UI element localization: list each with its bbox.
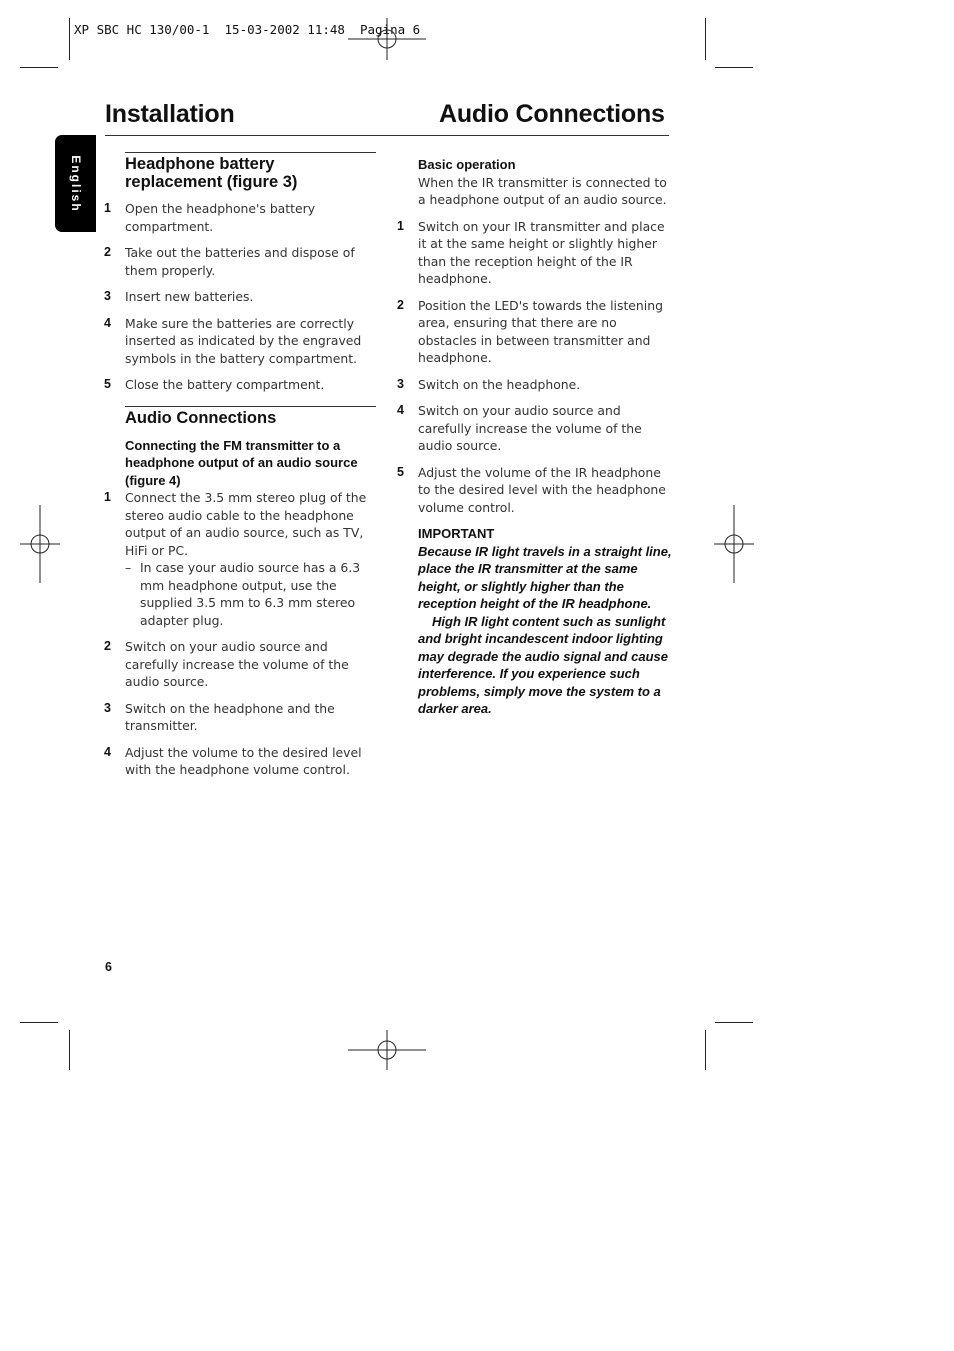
registration-mark-icon (348, 18, 426, 60)
step-number: 1 (104, 490, 111, 504)
step-number: 4 (397, 403, 404, 417)
list-item (104, 489, 376, 629)
list-item (104, 244, 376, 279)
step-number: 2 (397, 297, 404, 312)
step-number: 5 (104, 377, 111, 391)
basic-operation-title: Basic operation (418, 157, 516, 172)
sub-note-text: In case your audio source has a 6.3 mm headphone output, use the supplied 3.5 mm to 6.3 mm stereo adapter plug. (140, 560, 361, 628)
step-body (125, 489, 376, 629)
crop-mark (705, 1030, 706, 1070)
list-item (104, 376, 376, 394)
list-item (104, 315, 376, 368)
step-number: 3 (104, 289, 111, 303)
right-column (397, 156, 672, 718)
registration-mark-icon (20, 505, 60, 583)
sub-note (104, 559, 376, 629)
left-column (104, 152, 376, 788)
registration-mark-icon (714, 505, 754, 583)
step-number: 1 (397, 218, 404, 233)
section-header-title: Audio Connections (439, 100, 665, 128)
crop-mark (69, 1030, 70, 1070)
registration-mark-icon (348, 1030, 426, 1070)
step-number: 2 (104, 245, 111, 259)
audio-section-title: Audio Connections (125, 408, 277, 427)
fm-subsection-title: Connecting the FM transmitter to a headphone output of an audio source (figure 4) (125, 437, 358, 488)
language-tab (55, 135, 96, 232)
step-text: Take out the batteries and dispose of them properly. (125, 245, 355, 278)
list-item (397, 402, 672, 455)
list-item (397, 376, 672, 394)
list-item (104, 744, 376, 779)
header-rule (105, 135, 669, 136)
step-text: Open the headphone's battery compartment. (125, 201, 316, 234)
list-item (104, 288, 376, 306)
list-item (397, 464, 672, 517)
crop-mark (20, 67, 58, 68)
print-slug: XP SBC HC 130/00-1 15-03-2002 11:48 Pagina 6 (74, 22, 421, 37)
section-rule (125, 406, 376, 407)
important-text: Because IR light travels in a straight line, place the IR transmitter at the same height, or slightly higher than the reception height of the IR headphone. (418, 543, 672, 611)
crop-mark (705, 18, 706, 60)
step-number: 3 (104, 700, 111, 715)
step-number: 2 (104, 639, 111, 653)
step-text: Switch on your audio source and carefully increase the volume of the audio source. (125, 639, 349, 689)
list-item (104, 700, 376, 735)
step-number: 4 (104, 744, 111, 759)
crop-mark (715, 1022, 753, 1023)
list-item (397, 218, 672, 288)
page-number: 6 (105, 960, 112, 974)
list-item (397, 297, 672, 367)
crop-mark (20, 1022, 58, 1023)
step-number: 1 (104, 201, 111, 215)
crop-mark (69, 18, 70, 60)
step-text: Switch on your IR transmitter and place it at the same height or slightly higher than the reception height of the IR headphone. (418, 218, 665, 286)
chapter-title: Installation (105, 100, 235, 128)
step-number: 4 (104, 315, 111, 330)
step-text: Connect the 3.5 mm stereo plug of the stereo audio cable to the headphone output of an audio source, such as TV, HiFi or PC. (125, 490, 367, 558)
step-text: Insert new batteries. (125, 289, 254, 304)
step-text: Adjust the volume to the desired level with the headphone volume control. (125, 744, 362, 777)
section-rule (125, 152, 376, 153)
step-text: Position the LED's towards the listening area, ensuring that there are no obstacles in between transmitter and headphone. (418, 297, 663, 365)
step-text: Switch on the headphone. (418, 376, 581, 392)
important-notice (418, 543, 672, 718)
step-text: Close the battery compartment. (125, 377, 325, 392)
battery-section-title: Headphone battery replacement (figure 3) (125, 155, 298, 191)
crop-mark (715, 67, 753, 68)
step-text: Switch on your audio source and carefully increase the volume of the audio source. (418, 403, 642, 453)
dash-symbol: – (125, 560, 132, 575)
step-text: Adjust the volume of the IR headphone to the desired level with the headphone volume control. (418, 464, 666, 515)
intro-text: When the IR transmitter is connected to a headphone output of an audio source. (418, 174, 667, 207)
list-item (104, 638, 376, 691)
important-text: High IR light content such as sunlight and bright incandescent indoor lighting may degrade the audio signal and cause interference. If you experience such problems, simply move the system to a darker area. (418, 613, 668, 716)
list-item (104, 200, 376, 235)
language-tab-label: English (68, 154, 83, 213)
step-number: 3 (397, 376, 404, 391)
important-title: IMPORTANT (418, 526, 495, 541)
step-number: 5 (397, 464, 404, 479)
step-text: Make sure the batteries are correctly inserted as indicated by the engraved symbols in the battery compartment. (125, 315, 362, 366)
step-text: Switch on the headphone and the transmitter. (125, 700, 335, 733)
